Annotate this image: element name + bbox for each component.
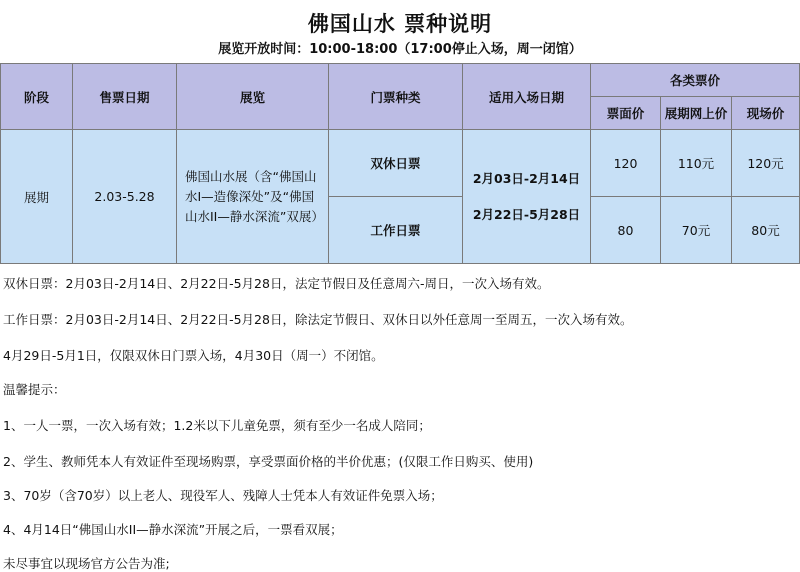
ticket-type-cell: 双休日票 [329, 130, 463, 197]
tip-item: 2、学生、教师凭本人有效证件至现场购票，享受票面价格的半价优惠；(仅限工作日购买、使用) [3, 454, 534, 469]
face-price-cell: 120 [591, 130, 661, 197]
table-row [1, 130, 800, 197]
note-holiday: 4月29日-5月1日，仅限双休日门票入场，4月30日（周一）不闭馆。 [3, 348, 384, 363]
exhibition-cell: 佛国山水展（含“佛国山水I—造像深处”及“佛国山水II—静水深流”双展） [177, 130, 329, 264]
table-header-row [1, 64, 800, 97]
header-face-price: 票面价 [591, 97, 661, 130]
ticket-type-cell: 工作日票 [329, 197, 463, 264]
header-online-price: 展期网上价 [661, 97, 732, 130]
note-weekend-ticket: 双休日票：2月03日-2月14日、2月22日-5月28日，法定节假日及任意周六-周日，一次入场有效。 [3, 276, 550, 291]
online-price-cell: 70元 [661, 197, 732, 264]
tip-item: 1、一人一票，一次入场有效；1.2米以下儿童免票，须有至少一名成人陪同； [3, 418, 431, 433]
entry-date-line: 2月22日-5月28日 [472, 206, 581, 222]
ticket-table [0, 63, 800, 264]
page-title: 佛国山水 票种说明 [307, 12, 493, 36]
final-note: 未尽事宜以现场官方公告为准; [3, 556, 170, 571]
header-prices: 各类票价 [591, 64, 800, 97]
note-weekday-ticket: 工作日票：2月03日-2月14日、2月22日-5月28日，除法定节假日、双休日以外任意周一至周五，一次入场有效。 [3, 312, 633, 327]
opening-hours: 展览开放时间：10:00-18:00（17:00停止入场，周一闭馆） [218, 42, 582, 57]
entry-date-line: 2月03日-2月14日 [472, 170, 581, 186]
tips-heading: 温馨提示： [3, 382, 66, 397]
stage-cell: 展期 [1, 130, 73, 264]
header-ticket-type: 门票种类 [329, 64, 463, 130]
entry-date-cell [463, 130, 591, 264]
header-sale-date: 售票日期 [73, 64, 177, 130]
onsite-price-cell: 80元 [732, 197, 800, 264]
sale-date-cell: 2.03-5.28 [73, 130, 177, 264]
onsite-price-cell: 120元 [732, 130, 800, 197]
header-stage: 阶段 [1, 64, 73, 130]
header-onsite-price: 现场价 [732, 97, 800, 130]
online-price-cell: 110元 [661, 130, 732, 197]
tip-item: 4、4月14日“佛国山水II—静水深流”开展之后，一票看双展； [3, 522, 343, 537]
header-exhibition: 展览 [177, 64, 329, 130]
face-price-cell: 80 [591, 197, 661, 264]
tip-item: 3、70岁（含70岁）以上老人、现役军人、残障人士凭本人有效证件免票入场； [3, 488, 443, 503]
header-entry-date: 适用入场日期 [463, 64, 591, 130]
